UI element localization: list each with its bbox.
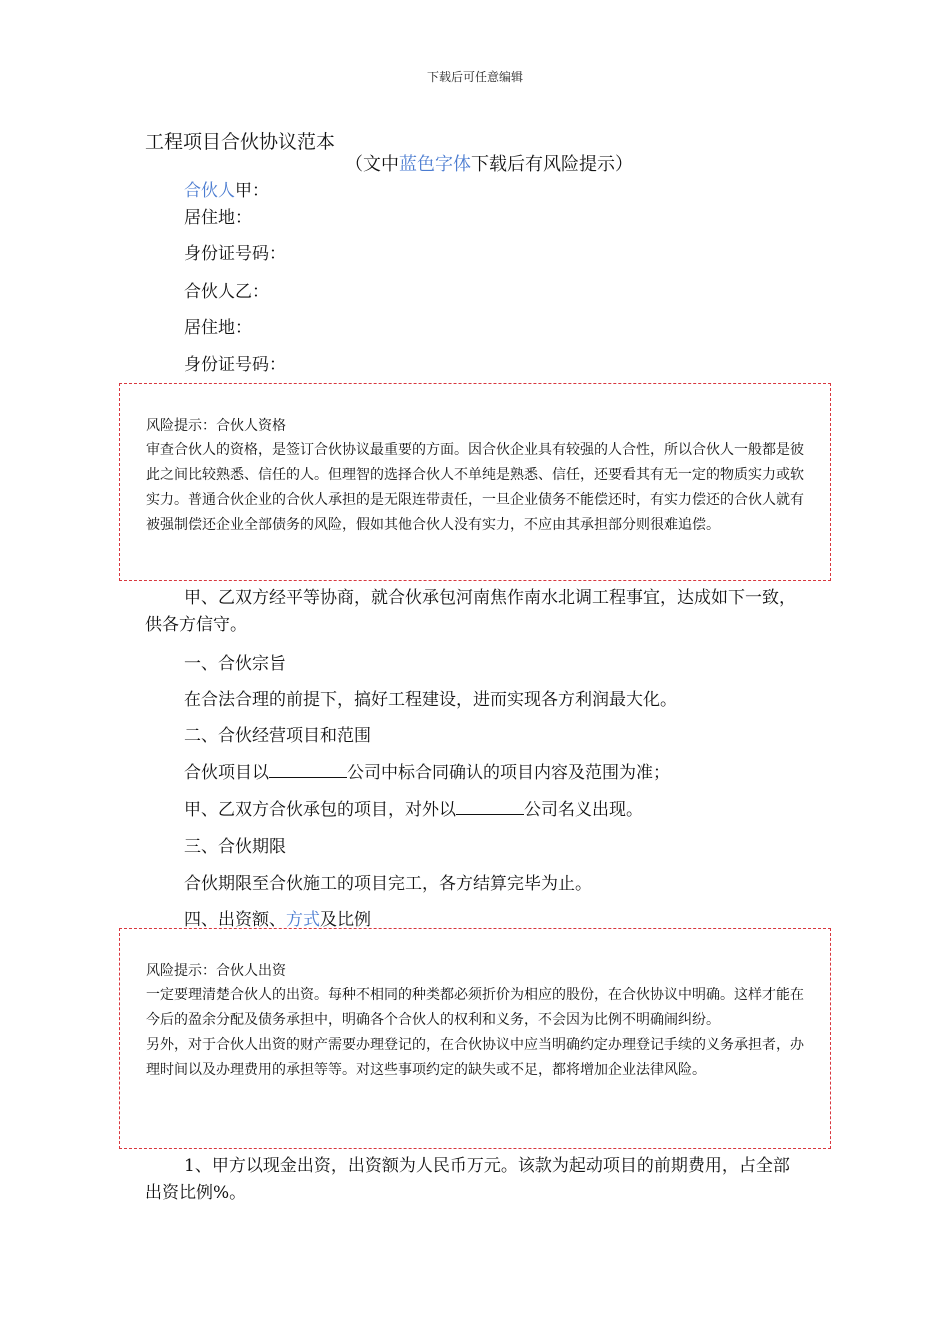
risk-text: 审查合伙人的资格，是签订合伙协议最重要的方面。因合伙企业具有较强的人合性，所以合伙人一般都是彼此之间比较熟悉、信任的人。但理智的选择合伙人不单纯是熟悉、信任，还要看其有无一定的物质实力或软实力。普通合伙企业的合伙人承担的是无限连带责任，一旦企业债务不能偿还时，有实力偿还的合伙人就有被强制偿还企业全部债务的风险，假如其他合伙人没有实力，不应由其承担部分则很难追偿。: [146, 442, 804, 533]
line-1-prefix: 合伙项目以: [184, 763, 269, 783]
line-1-suffix: 公司中标合同确认的项目内容及范围为准；: [347, 763, 670, 783]
subtitle-blue: 蓝色字体: [399, 154, 471, 175]
fill-blank: [456, 796, 524, 815]
risk-text: 另外，对于合伙人出资的财产需要办理登记的，在合伙协议中应当明确约定办理登记手续的义务承担者，办理时间以及办理费用的承担等等。对这些事项约定的缺失或不足，都将增加企业法律风险。: [146, 1037, 804, 1078]
party-b-residence: 居住地：: [184, 318, 252, 338]
risk-title: 风险提示：合伙人出资: [146, 963, 286, 979]
subtitle-close: 下载后有风险提示）: [471, 154, 633, 175]
intro-paragraph: 甲、乙双方经平等协商，就合伙承包河南焦作南水北调工程事宜，达成如下一致，供各方信守。: [145, 588, 796, 635]
section-1-text: 在合法合理的前提下，搞好工程建设，进而实现各方利润最大化。: [184, 690, 677, 710]
risk-title: 风险提示：合伙人资格: [146, 418, 286, 434]
subtitle-open: （文中: [345, 154, 399, 175]
section-4-heading-prefix: 四、出资额、: [184, 910, 286, 930]
section-2-line-2: [184, 795, 643, 820]
party-a-label-blue: 合伙人: [184, 181, 235, 201]
section-2-line-1: [184, 758, 670, 783]
document-subtitle: [345, 150, 633, 176]
fill-blank: [269, 759, 347, 778]
section-3-text: 合伙期限至合伙施工的项目完工，各方结算完毕为止。: [184, 874, 592, 894]
party-a-label-rest: 甲：: [235, 181, 269, 201]
section-2-heading: 二、合伙经营项目和范围: [184, 726, 371, 746]
line-2-prefix: 甲、乙双方合伙承包的项目，对外以: [184, 800, 456, 820]
risk-box-contribution: [119, 928, 831, 1149]
clause-1: 1、甲方以现金出资，出资额为人民币万元。该款为起动项目的前期费用，占全部出资比例%。: [145, 1156, 790, 1203]
risk-text: 一定要理清楚合伙人的出资。每种不相同的种类都必须折价为相应的股份，在合伙协议中明确。这样才能在今后的盈余分配及债务承担中，明确各个合伙人的权利和义务，不会因为比例不明确闹纠纷。: [146, 987, 804, 1028]
line-2-suffix: 公司名义出现。: [524, 800, 643, 820]
section-4-heading: [184, 905, 371, 930]
party-b-id: 身份证号码：: [184, 355, 286, 375]
party-a-label: [184, 176, 269, 201]
party-a-id: 身份证号码：: [184, 244, 286, 264]
risk-box-qualification: [119, 383, 831, 581]
page-header: 下载后可任意编辑: [426, 70, 523, 84]
section-4-heading-suffix: 及比例: [320, 910, 371, 930]
party-a-residence: 居住地：: [184, 208, 252, 228]
party-b-label: 合伙人乙：: [184, 282, 269, 302]
section-1-heading: 一、合伙宗旨: [184, 654, 286, 674]
section-4-heading-blue: 方式: [286, 910, 320, 930]
section-3-heading: 三、合伙期限: [184, 837, 286, 857]
document-title: 工程项目合伙协议范本: [145, 131, 336, 153]
